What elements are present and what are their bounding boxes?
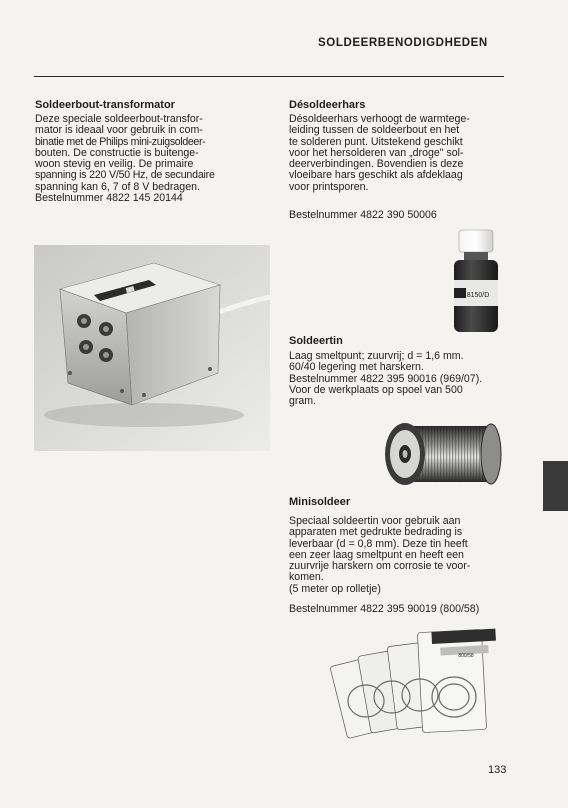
text-line: komen.: [289, 571, 324, 584]
solder-packets-photo: [330, 625, 505, 740]
text-line: binatie met de Philips mini-zuigsoldeer-: [35, 135, 206, 148]
section-tab-marker: [543, 461, 568, 511]
text-line: bouten. De constructie is buitenge-: [35, 146, 199, 159]
page-number: 133: [488, 764, 507, 776]
soldeertin-description: [289, 351, 509, 407]
transformator-title: Soldeerbout-transformator: [35, 99, 175, 111]
packet-label: 800/58: [458, 653, 474, 659]
minisoldeer-description: [289, 516, 509, 595]
text-line: gram.: [289, 395, 317, 408]
text-line: apparaten met gedrukte bedrading is: [289, 526, 463, 539]
text-line: te solderen punt. Uitstekend geschikt: [289, 135, 463, 148]
header-rule: [34, 76, 504, 77]
order-number: Bestelnummer 4822 145 20144: [35, 192, 183, 205]
desoldeerhars-description: [289, 114, 509, 193]
text-line: spanning kan 6, 7 of 8 V bedragen.: [35, 180, 200, 193]
text-line: mator is ideaal voor gebruik in com-: [35, 124, 203, 137]
text-line: voor printsporen.: [289, 180, 369, 193]
text-line: Laag smeltpunt; zuurvrij; d = 1,6 mm.: [289, 350, 464, 362]
transformator-description: [35, 114, 255, 204]
text-line: woon stevig en veilig. De primaire: [35, 158, 194, 171]
text-line: zuurvrije harskern om corrosie te voor-: [289, 560, 471, 573]
soldeertin-title: Soldeertin: [289, 335, 343, 347]
jar-label: 8150/D: [466, 292, 490, 299]
text-line: Speciaal soldeertin voor gebruik aan: [289, 515, 461, 527]
desoldeerhars-order-number: Bestelnummer 4822 390 50006: [289, 209, 437, 221]
text-line: Voor de werkplaats op spoel van 500: [289, 383, 463, 396]
text-line: leverbaar (d = 0,8 mm). Deze tin heeft: [289, 537, 468, 550]
text-line: een zeer laag smeltpunt en heeft een: [289, 548, 464, 561]
solder-spool-photo: [383, 420, 505, 488]
page-header: SOLDEERBENODIGDHEDEN: [318, 37, 488, 49]
minisoldeer-title: Minisoldeer: [289, 496, 351, 508]
resin-jar-photo: [446, 228, 508, 336]
text-line: Deze speciale soldeerbout-transfor-: [35, 113, 203, 125]
text-line: deerverbindingen. Bovendien is deze: [289, 158, 464, 171]
text-line: voor het hersolderen van „droge" sol-: [289, 146, 464, 159]
text-line: Désoldeerhars verhoogt de warmtege-: [289, 113, 470, 125]
minisoldeer-order-number: Bestelnummer 4822 395 90019 (800/58): [289, 603, 480, 615]
desoldeerhars-title: Désoldeerhars: [289, 99, 366, 111]
text-line: vloeibare hars geschikt als afdeklaag: [289, 169, 463, 182]
order-number: Bestelnummer 4822 395 90016 (969/07).: [289, 372, 483, 385]
text-line: (5 meter op rolletje): [289, 582, 381, 595]
transformer-photo: [34, 245, 270, 451]
text-line: leiding tussen de soldeerbout en het: [289, 124, 460, 137]
text-line: 60/40 legering met harskern.: [289, 361, 424, 374]
text-line: spanning is 220 V/50 Hz, de secundaire: [35, 169, 215, 182]
